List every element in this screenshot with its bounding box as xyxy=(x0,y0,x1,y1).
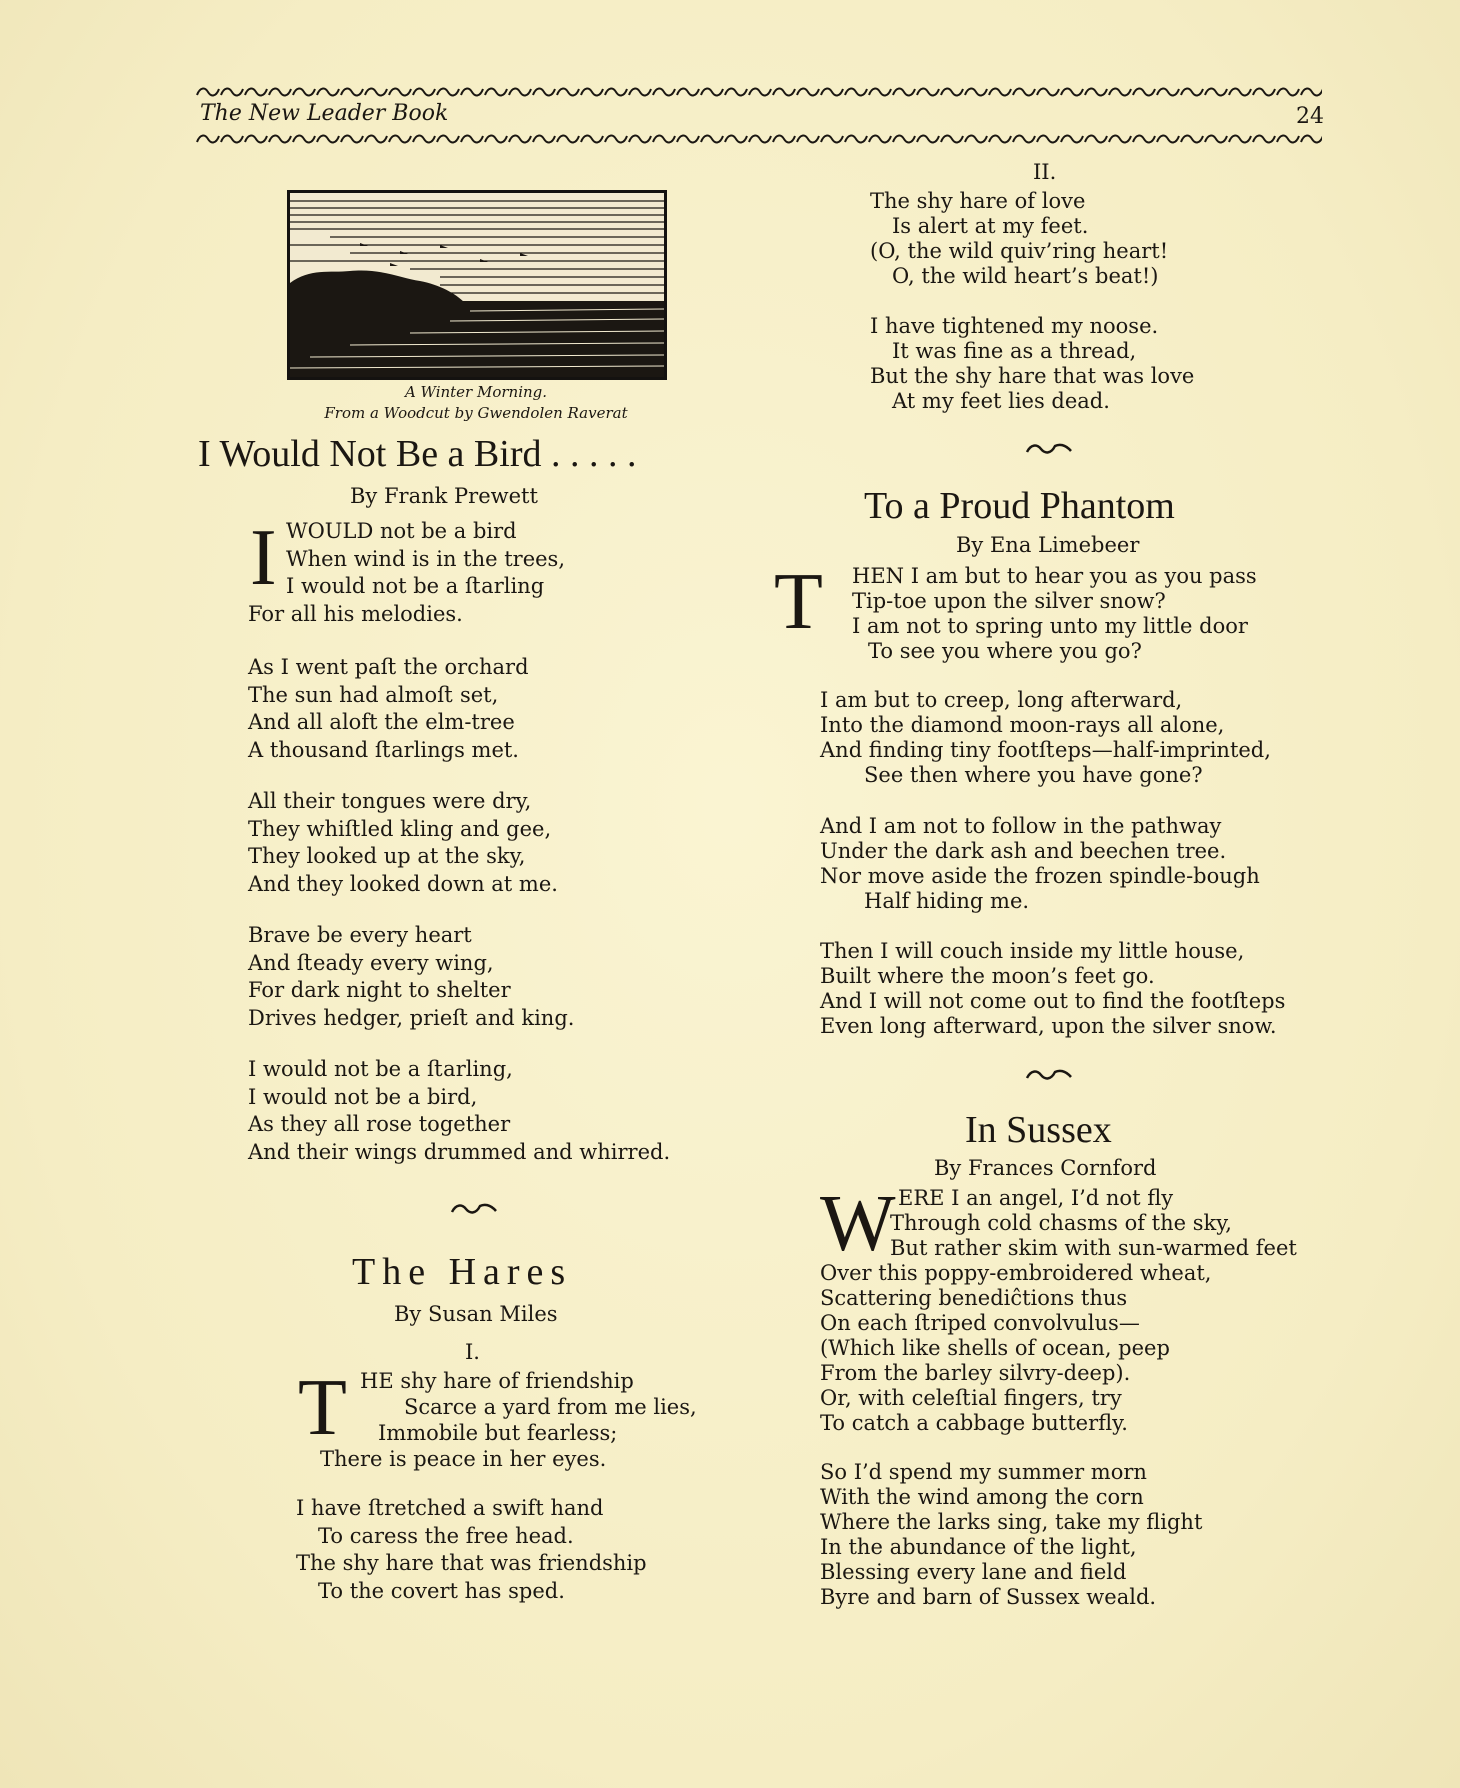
running-head: The New Leader Book xyxy=(200,101,449,126)
poem-sussex-stanza-2 xyxy=(820,1460,1202,1610)
verse-line: As they all rose together xyxy=(248,1112,511,1136)
poem-phantom-stanza-1 xyxy=(820,564,1257,664)
drop-cap-t: T xyxy=(774,558,823,646)
verse-line: And all aloft the elm-tree xyxy=(248,710,515,734)
verse-line: Under the dark ash and beechen tree. xyxy=(820,839,1227,863)
verse-line: They looked up at the sky, xyxy=(248,844,526,868)
verse-line: ERE I an angel, I’d not fly xyxy=(898,1186,1174,1210)
verse-line: And I am not to follow in the pathway xyxy=(820,814,1222,838)
verse-line: To see you where you go? xyxy=(868,639,1142,663)
verse-line: All their tongues were dry, xyxy=(248,789,532,813)
verse-line: Through cold chasms of the sky, xyxy=(890,1211,1232,1235)
verse-line: I would not be a bird, xyxy=(248,1084,478,1109)
verse-line: But the shy hare that was love xyxy=(870,364,1195,388)
verse-line: With the wind among the corn xyxy=(820,1485,1144,1509)
verse-line: I have ﬅretched a swift hand xyxy=(296,1496,604,1520)
verse-line: So I’d spend my summer morn xyxy=(820,1460,1147,1484)
verse-line: And finding tiny footﬅeps—half-imprinted, xyxy=(820,738,1271,762)
verse-line: They whiﬅled kling and gee, xyxy=(248,816,552,841)
poem-sussex-stanza-1-dropcap xyxy=(820,1186,1297,1261)
verse-line: I would not be a ﬅarling xyxy=(286,574,545,598)
poem-title-bird: I Would Not Be a Bird . . . . . xyxy=(198,433,637,475)
verse-line: Tip-toe upon the silver snow? xyxy=(852,589,1166,613)
verse-line: A thousand ﬅarlings met. xyxy=(248,737,519,762)
verse-line: At my feet lies dead. xyxy=(892,389,1110,413)
verse-line: HEN I am but to hear you as you pass xyxy=(852,564,1257,588)
verse-line: To catch a cabbage butterfly. xyxy=(820,1411,1128,1435)
poem-sussex-stanza-1-rest xyxy=(820,1261,1211,1436)
verse-line: O, the wild heart’s beat!) xyxy=(892,264,1159,288)
verse-line: On each ﬅriped convolvulus— xyxy=(820,1311,1140,1335)
verse-line: Then I will couch inside my little house, xyxy=(820,939,1245,963)
poem-byline-cornford: By Frances Cornford xyxy=(934,1156,1157,1180)
verse-line: As I went paﬅ the orchard xyxy=(248,655,529,679)
verse-line: HE shy hare of friendship xyxy=(360,1369,634,1393)
poem-bird-stanza-5 xyxy=(248,1056,670,1166)
verse-line: And their wings drummed and whirred. xyxy=(248,1139,671,1164)
verse-line: The shy hare of love xyxy=(870,189,1086,213)
ornament-divider xyxy=(450,1202,498,1216)
verse-line: When wind is in the trees, xyxy=(286,546,566,571)
verse-line: (O, the wild quiv’ring heart! xyxy=(870,239,1169,263)
woodcut-illustration xyxy=(287,190,667,380)
poem-title-hares: The Hares xyxy=(352,1251,573,1293)
illustration-caption-title: A Winter Morning. xyxy=(404,383,548,401)
page-number: 24 xyxy=(1296,104,1324,129)
poem-byline-prewett: By Frank Prewett xyxy=(350,484,538,508)
verse-line: WOULD not be a bird xyxy=(286,519,517,543)
verse-line: Nor move aside the frozen spindle-bough xyxy=(820,864,1260,888)
ornament-divider xyxy=(1025,442,1073,456)
verse-line: I am but to creep, long afterward, xyxy=(820,688,1183,712)
verse-line: Drives hedger, prieﬅ and king. xyxy=(248,1005,575,1030)
verse-line: Byre and barn of Sussex weald. xyxy=(820,1585,1157,1609)
ornament-divider xyxy=(1025,1068,1073,1082)
poem-byline-limebeer: By Ena Limebeer xyxy=(956,533,1140,557)
poem-phantom-stanza-4 xyxy=(820,939,1285,1039)
verse-line: For all his melodies. xyxy=(248,601,463,626)
drop-cap-w: W xyxy=(820,1180,896,1268)
poem-bird-stanza-3 xyxy=(248,788,558,898)
verse-line: And they looked down at me. xyxy=(248,871,558,896)
poem-hares-stanza-4 xyxy=(870,314,1194,414)
poem-phantom-stanza-2 xyxy=(820,688,1271,788)
verse-line: The sun had almoﬅ set, xyxy=(248,682,499,707)
verse-line: The shy hare that was friendship xyxy=(296,1551,647,1575)
verse-line: (Which like shells of ocean, peep xyxy=(820,1336,1170,1360)
verse-line: To the covert has sped. xyxy=(318,1578,565,1603)
drop-cap-i: I xyxy=(250,514,277,602)
poem-title-sussex: In Sussex xyxy=(965,1109,1112,1151)
verse-line: Blessing every lane and field xyxy=(820,1560,1127,1584)
verse-line: I would not be a ﬅarling, xyxy=(248,1057,513,1081)
poem-bird-stanza-1 xyxy=(248,514,566,628)
illustration-caption-credit: From a Woodcut by Gwendolen Raverat xyxy=(324,404,628,422)
verse-line: Over this poppy-embroidered wheat, xyxy=(820,1261,1212,1285)
verse-line: Even long afterward, upon the silver snow. xyxy=(820,1014,1277,1038)
verse-line: See then where you have gone? xyxy=(864,763,1203,787)
verse-line: And I will not come out to find the footﬅeps xyxy=(820,989,1286,1013)
section-number-2: II. xyxy=(1033,160,1057,184)
poem-phantom-stanza-3 xyxy=(820,814,1260,914)
drop-cap-t: T xyxy=(298,1364,347,1452)
verse-line: Scattering benediĉtions thus xyxy=(820,1286,1128,1310)
verse-line: Where the larks sing, take my flight xyxy=(820,1510,1203,1534)
verse-line: But rather skim with sun-warmed feet xyxy=(890,1236,1297,1260)
verse-line: And ﬅeady every wing, xyxy=(248,950,494,975)
section-number-1: I. xyxy=(465,1340,480,1364)
poem-bird-stanza-4 xyxy=(248,922,574,1032)
verse-line: I am not to spring unto my little door xyxy=(852,614,1248,638)
verse-line: I have tightened my noose. xyxy=(870,314,1159,338)
decorative-border-bottom xyxy=(196,133,1322,145)
poem-byline-miles: By Susan Miles xyxy=(394,1302,558,1326)
poem-hares-stanza-3 xyxy=(870,189,1168,289)
verse-line: Or, with celeﬅial fingers, try xyxy=(820,1386,1122,1410)
poem-hares-stanza-2 xyxy=(296,1495,647,1605)
verse-line: To caress the free head. xyxy=(318,1523,574,1548)
verse-line: Immobile but fearless; xyxy=(378,1421,618,1445)
verse-line: For dark night to shelter xyxy=(248,978,511,1002)
verse-line: Brave be every heart xyxy=(248,923,472,947)
verse-line: It was fine as a thread, xyxy=(892,339,1137,363)
verse-line: Scarce a yard from me lies, xyxy=(404,1395,697,1419)
verse-line: From the barley silvry-deep). xyxy=(820,1361,1131,1385)
verse-line: Half hiding me. xyxy=(864,889,1030,913)
verse-line: Built where the moon’s feet go. xyxy=(820,964,1155,988)
verse-line: Is alert at my feet. xyxy=(892,214,1089,238)
verse-line: Into the diamond moon-rays all alone, xyxy=(820,713,1225,737)
poem-hares-stanza-1 xyxy=(320,1368,697,1472)
poem-title-phantom: To a Proud Phantom xyxy=(864,485,1175,527)
poem-bird-stanza-2 xyxy=(248,654,529,764)
verse-line: In the abundance of the light, xyxy=(820,1535,1137,1559)
decorative-border-top xyxy=(196,86,1322,98)
verse-line: There is peace in her eyes. xyxy=(320,1447,607,1471)
